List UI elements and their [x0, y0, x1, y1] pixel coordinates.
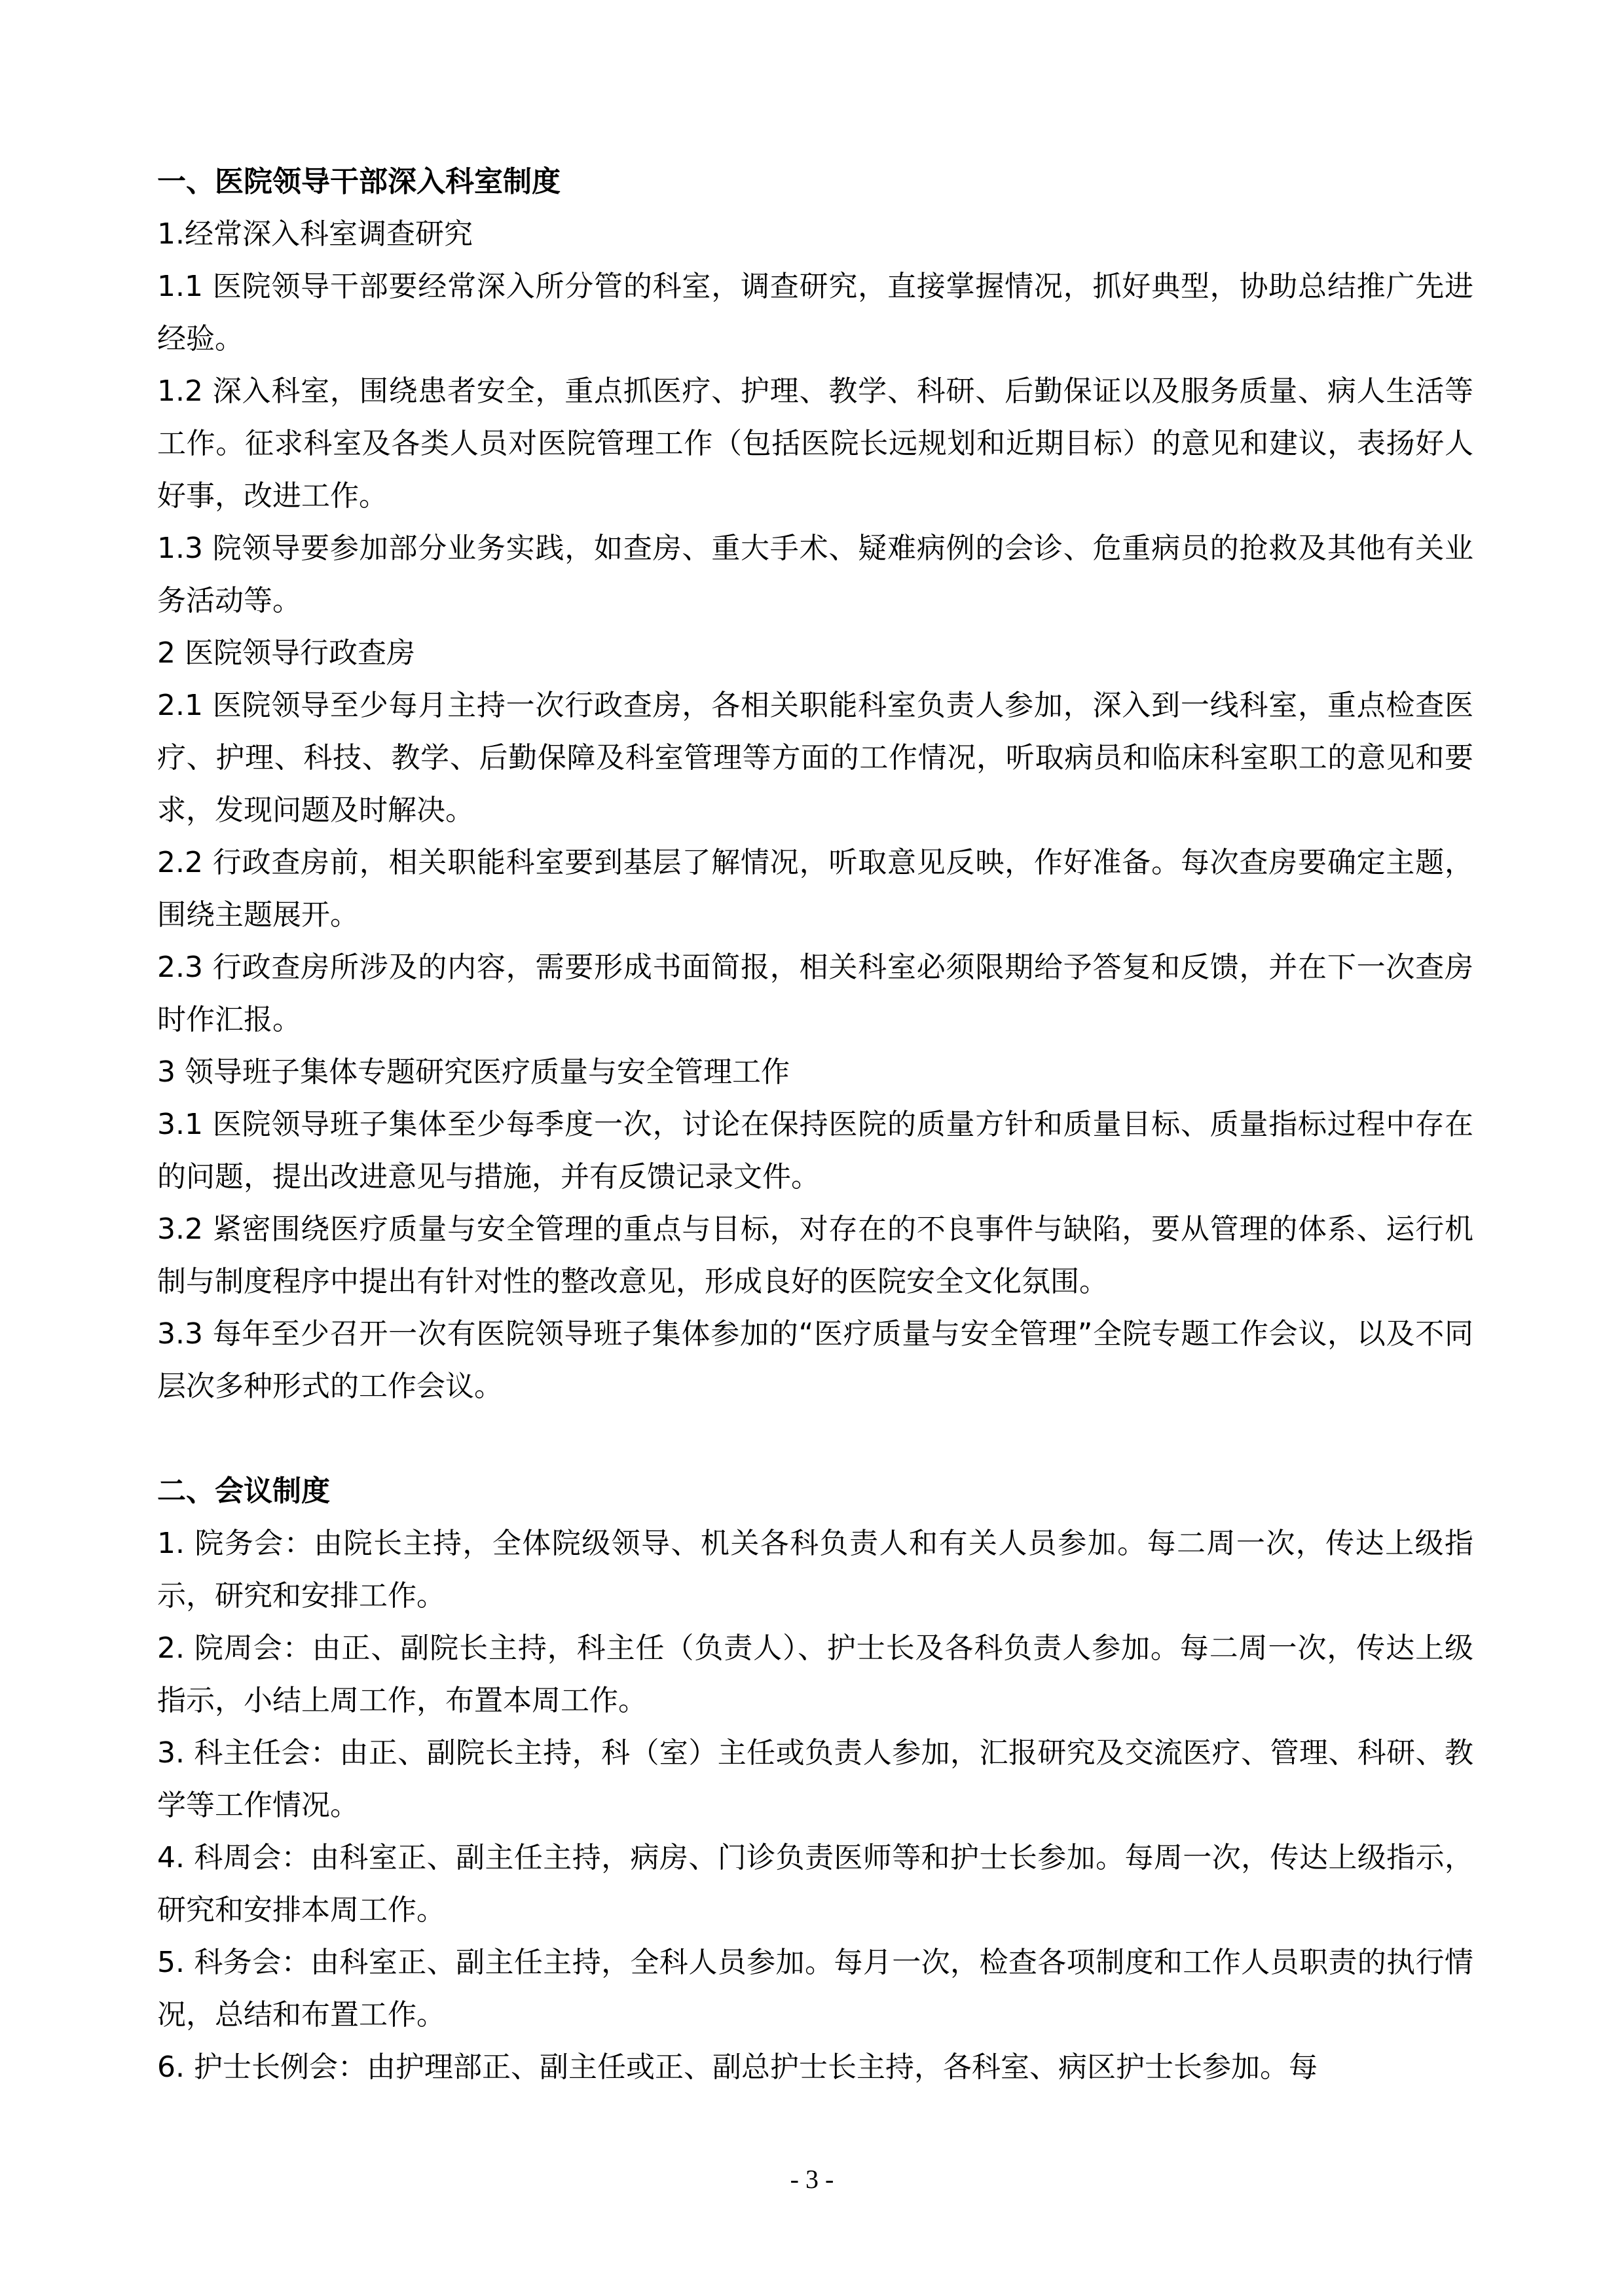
spacer [157, 1413, 1473, 1465]
paragraph: 3. 科主任会：由正、副院长主持，科（室）主任或负责人参加，汇报研究及交流医疗、管理、科研、教学等工作情况。 [157, 1736, 1473, 1822]
paragraph: 3.3 每年至少召开一次有医院领导班子集体参加的“医疗质量与安全管理”全院专题工作会议，以及不同层次多种形式的工作会议。 [157, 1317, 1473, 1403]
paragraph: 2.2 行政查房前，相关职能科室要到基层了解情况，听取意见反映，作好准备。每次查房要确定主题，围绕主题展开。 [157, 846, 1473, 932]
paragraph: 2.3 行政查房所涉及的内容，需要形成书面简报，相关科室必须限期给予答复和反馈，并在下一次查房时作汇报。 [157, 951, 1473, 1036]
document-page [157, 156, 1473, 2094]
paragraph: 1.3 院领导要参加部分业务实践，如查房、重大手术、疑难病例的会诊、危重病员的抢救及其他有关业务活动等。 [157, 532, 1473, 617]
page-number: - 3 - [790, 2164, 834, 2194]
section-heading-1: 一、医院领导干部深入科室制度 [157, 165, 561, 198]
paragraph: 3.2 紧密围绕医疗质量与安全管理的重点与目标，对存在的不良事件与缺陷，要从管理的体系、运行机制与制度程序中提出有针对性的整改意见，形成良好的医院安全文化氛围。 [157, 1212, 1473, 1298]
paragraph: 2 医院领导行政查房 [157, 636, 415, 670]
paragraph: 2. 院周会：由正、副院长主持，科主任（负责人）、护士长及各科负责人参加。每二周一次，传达上级指示，小结上周工作，布置本周工作。 [157, 1631, 1473, 1717]
paragraph: 1.2 深入科室，围绕患者安全，重点抓医疗、护理、教学、科研、后勤保证以及服务质量、病人生活等工作。征求科室及各类人员对医院管理工作（包括医院长远规划和近期目标）的意见和建议，表扬好人好事，改进工作。 [157, 374, 1473, 513]
section-heading-2: 二、会议制度 [157, 1474, 330, 1508]
paragraph: 1. 院务会：由院长主持，全体院级领导、机关各科负责人和有关人员参加。每二周一次，传达上级指示，研究和安排工作。 [157, 1527, 1473, 1613]
paragraph: 5. 科务会：由科室正、副主任主持，全科人员参加。每月一次，检查各项制度和工作人员职责的执行情况，总结和布置工作。 [157, 1946, 1473, 2032]
paragraph: 3 领导班子集体专题研究医疗质量与安全管理工作 [157, 1055, 790, 1089]
paragraph: 1.1 医院领导干部要经常深入所分管的科室，调查研究，直接掌握情况，抓好典型，协助总结推广先进经验。 [157, 270, 1473, 355]
paragraph: 1.经常深入科室调查研究 [157, 217, 473, 251]
paragraph: 3.1 医院领导班子集体至少每季度一次，讨论在保持医院的质量方针和质量目标、质量指标过程中存在的问题，提出改进意见与措施，并有反馈记录文件。 [157, 1108, 1473, 1194]
paragraph: 2.1 医院领导至少每月主持一次行政查房，各相关职能科室负责人参加，深入到一线科室，重点检查医疗、护理、科技、教学、后勤保障及科室管理等方面的工作情况，听取病员和临床科室职工的意见和要求，发现问题及时解决。 [157, 689, 1473, 827]
paragraph: 4. 科周会：由科室正、副主任主持，病房、门诊负责医师等和护士长参加。每周一次，传达上级指示，研究和安排本周工作。 [157, 1841, 1473, 1927]
paragraph: 6. 护士长例会：由护理部正、副主任或正、副总护士长主持，各科室、病区护士长参加。每 [157, 2050, 1318, 2084]
